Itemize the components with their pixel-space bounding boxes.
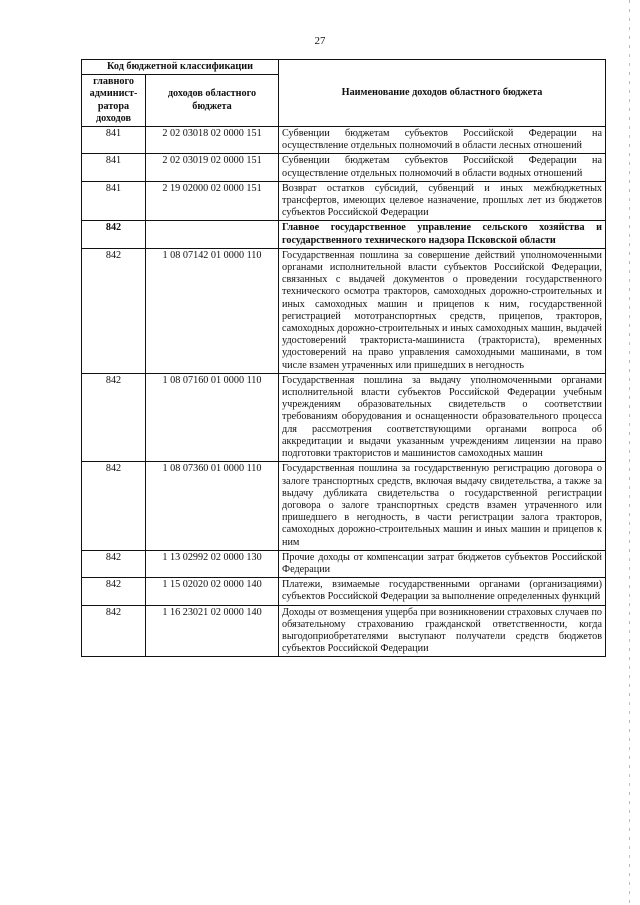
administrator-code-cell: 842 [82, 221, 146, 248]
table-row [82, 154, 606, 181]
revenue-code-cell: 1 08 07360 01 0000 110 [146, 462, 279, 550]
budget-classification-table [81, 59, 606, 657]
revenue-code-cell: 2 02 03019 02 0000 151 [146, 154, 279, 181]
revenue-code-cell: 1 08 07160 01 0000 110 [146, 373, 279, 461]
administrator-code-cell: 842 [82, 248, 146, 373]
revenue-code-cell: 2 02 03018 02 0000 151 [146, 127, 279, 154]
table-row [82, 462, 606, 550]
revenue-code-cell [146, 221, 279, 248]
administrator-code-cell: 842 [82, 578, 146, 605]
revenue-description-cell: Государственная пошлина за выдачу уполномоченными органами исполнительной власти субъектов Российской Федерации учебным учреждениям образовательных свидетельств о соответствии требованиям оборудования и оснащенности образовательного процесса для рассмотрения соответствующими органами вопроса об аккредитации и выдачи указанным учреждениям лицензии на право подготовки трактористов и машинистов самоходных машин [279, 373, 606, 461]
revenue-description-cell: Доходы от возмещения ущерба при возникновении страховых случаев по обязательному страхованию гражданской ответственности, когда выгодоприобретателями выступают получатели средств бюджетов субъектов Российской Федерации [279, 605, 606, 657]
revenue-code-cell: 2 19 02000 02 0000 151 [146, 181, 279, 221]
revenue-description-cell: Субвенции бюджетам субъектов Российской Федерации на осуществление отдельных полномочий в области водных отношений [279, 154, 606, 181]
administrator-code-cell: 842 [82, 605, 146, 657]
header-revenue-name: Наименование доходов областного бюджета [279, 60, 606, 127]
revenue-description-cell: Прочие доходы от компенсации затрат бюджетов субъектов Российской Федерации [279, 550, 606, 577]
revenue-description-cell: Возврат остатков субсидий, субвенций и иных межбюджетных трансфертов, имеющих целевое назначение, прошлых лет из бюджетов субъектов Российской Федерации [279, 181, 606, 221]
administrator-code-cell: 841 [82, 181, 146, 221]
table-row [82, 550, 606, 577]
revenue-code-cell: 1 15 02020 02 0000 140 [146, 578, 279, 605]
revenue-description-cell: Государственная пошлина за государственную регистрацию договора о залоге транспортных средств, включая выдачу свидетельства, а также за выдачу дубликата свидетельства о государственной регистрации договора о залоге транспортных средств взамен утраченного или пришедшего в негодность, в части регистрации залога тракторов, самоходных дорожно-строительных машин и иных машин и прицепов к ним [279, 462, 606, 550]
table-row [82, 578, 606, 605]
revenue-description-cell: Главное государственное управление сельского хозяйства и государственного технического надзора Псковской области [279, 221, 606, 248]
header-regional-revenue: доходов областного бюджета [146, 75, 279, 127]
revenue-description-cell: Государственная пошлина за совершение действий уполномоченными органами исполнительной власти субъектов Российской Федерации, связанных с выдачей документов о проведении государственного технического осмотра тракторов, самоходных дорожно-строительных и иных самоходных машин и прицепов к ним, государственной регистрацией мототранспортных средств, прицепов, тракторов, самоходных дорожно-строительных и иных самоходных машин, выдачей удостоверений тракториста-машиниста (тракториста), временных удостоверений на право управления самоходными машинами, в том числе взамен утраченных или пришедших в негодность [279, 248, 606, 373]
table-row [82, 221, 606, 248]
revenue-code-cell: 1 08 07142 01 0000 110 [146, 248, 279, 373]
administrator-code-cell: 841 [82, 127, 146, 154]
administrator-code-cell: 842 [82, 462, 146, 550]
table-body [82, 127, 606, 657]
table-row [82, 605, 606, 657]
table-row [82, 127, 606, 154]
table-row [82, 248, 606, 373]
table-row [82, 181, 606, 221]
revenue-code-cell: 1 13 02992 02 0000 130 [146, 550, 279, 577]
administrator-code-cell: 842 [82, 550, 146, 577]
header-budget-code-group: Код бюджетной классификации [82, 60, 279, 75]
header-chief-administrator: главного админист-ратора доходов [82, 75, 146, 127]
scan-edge-artifact [629, 0, 630, 905]
revenue-description-cell: Платежи, взимаемые государственными органами (организациями) субъектов Российской Федерации за выполнение определенных функций [279, 578, 606, 605]
page-number: 27 [314, 35, 326, 47]
table-row [82, 373, 606, 461]
administrator-code-cell: 842 [82, 373, 146, 461]
revenue-description-cell: Субвенции бюджетам субъектов Российской Федерации на осуществление отдельных полномочий в области лесных отношений [279, 127, 606, 154]
revenue-code-cell: 1 16 23021 02 0000 140 [146, 605, 279, 657]
table-header-row [82, 60, 606, 75]
administrator-code-cell: 841 [82, 154, 146, 181]
